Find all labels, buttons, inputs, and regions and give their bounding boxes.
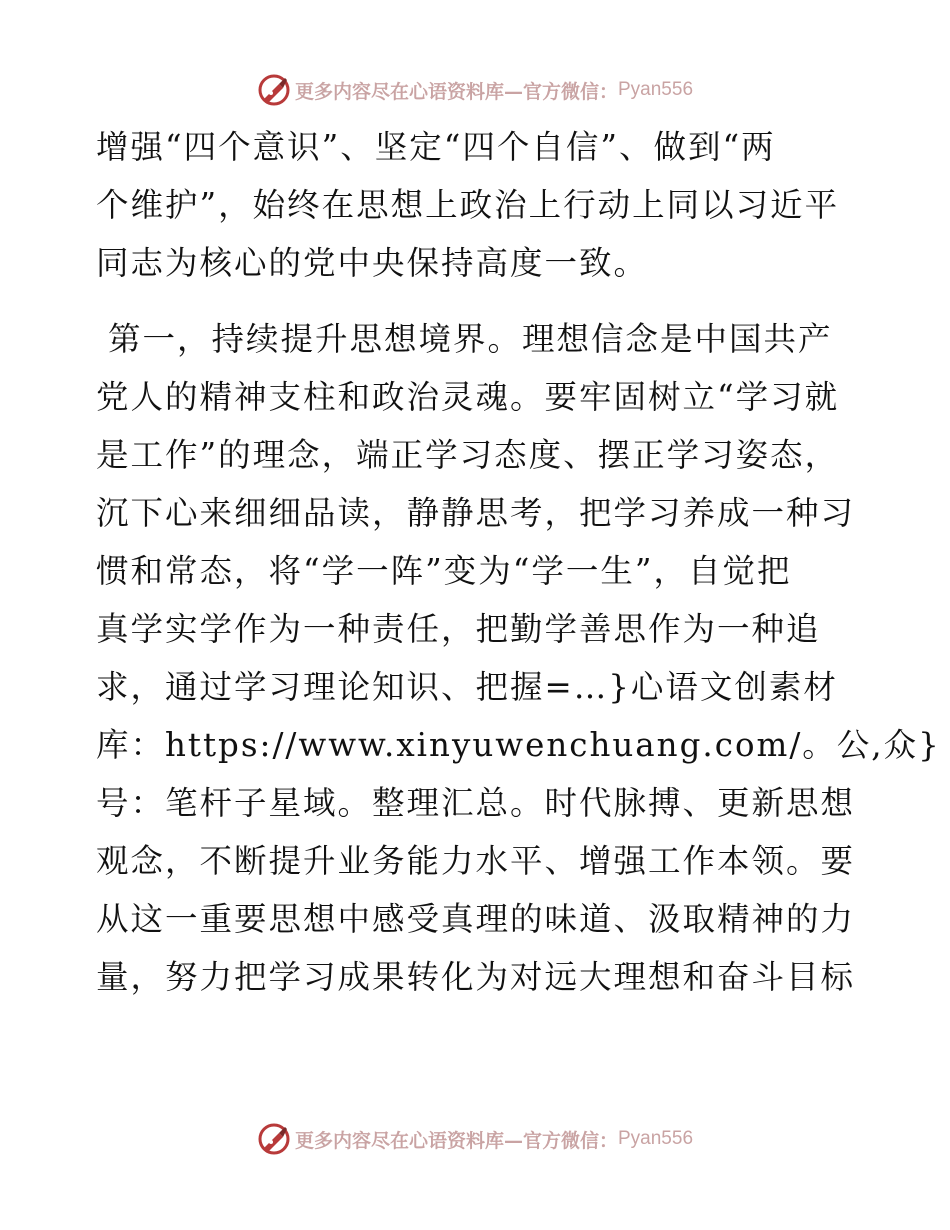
pen-logo-icon <box>257 73 291 107</box>
text-line: 沉下心来细细品读，静静思考，把学习养成一种习 <box>96 494 856 532</box>
paragraph-gap <box>96 292 856 310</box>
text-line: 库：https://www.xinyuwenchuang.com/。公,众} <box>96 726 941 764</box>
text-line: 同志为核心的党中央保持高度一致。 <box>96 244 649 282</box>
wechat-id: Pyan556 <box>618 79 694 100</box>
document-body <box>96 118 941 1006</box>
text-line: 惯和常态，将“学一阵”变为“学一生”，自觉把 <box>96 552 792 590</box>
text-line: 从这一重要思想中感受真理的味道、汲取精神的力 <box>96 900 856 938</box>
text-line: 观念，不断提升业务能力水平、增强工作本领。要 <box>96 842 856 880</box>
text-line: 增强“四个意识”、坚定“四个自信”、做到“两 <box>96 128 776 166</box>
paragraph-1 <box>96 118 856 292</box>
wechat-id: Pyan556 <box>618 1128 694 1149</box>
banner-text: 更多内容尽在心语资料库—官方微信： <box>294 1129 618 1152</box>
text-line: 量，努力把学习成果转化为对远大理想和奋斗目标 <box>96 958 856 996</box>
header-banner <box>0 70 950 110</box>
text-line: 求，通过学习理论知识、把握=…}心语文创素材 <box>96 668 838 706</box>
pen-logo-icon <box>257 1122 291 1156</box>
paragraph-2 <box>96 310 941 1006</box>
footer-banner <box>0 1119 950 1159</box>
banner-text: 更多内容尽在心语资料库—官方微信： <box>294 80 618 103</box>
text-line: 是工作”的理念，端正学习态度、摆正学习姿态， <box>96 436 840 474</box>
text-line: 真学实学作为一种责任，把勤学善思作为一种追 <box>96 610 821 648</box>
text-line: 第一，持续提升思想境界。理想信念是中国共产 <box>108 320 833 358</box>
text-line: 号：笔杆子星域。整理汇总。时代脉搏、更新思想 <box>96 784 856 822</box>
text-line: 个维护”，始终在思想上政治上行动上同以习近平 <box>96 186 840 224</box>
text-line: 党人的精神支柱和政治灵魂。要牢固树立“学习就 <box>96 378 840 416</box>
